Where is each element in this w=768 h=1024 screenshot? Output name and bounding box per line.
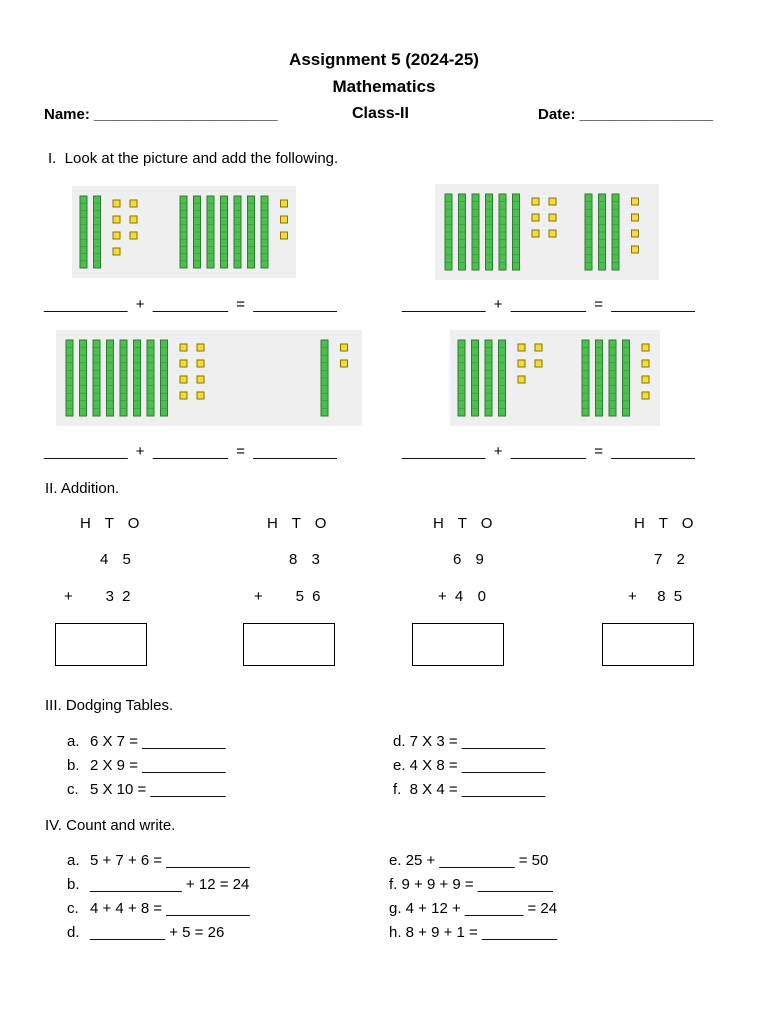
ten-rod xyxy=(248,196,255,268)
one-cube xyxy=(113,200,120,207)
count-question: g. 4 + 12 + _______ = 24 xyxy=(389,900,558,917)
answer-line-2: __________ + _________ = __________ xyxy=(402,296,695,313)
ten-rod xyxy=(134,340,141,416)
one-cube xyxy=(549,214,556,221)
section-3-heading: III. Dodging Tables. xyxy=(45,697,174,714)
one-cube xyxy=(130,216,137,223)
count-question: 5 + 7 + 6 = __________ xyxy=(90,852,250,869)
ten-rod xyxy=(147,340,154,416)
one-cube xyxy=(632,246,639,253)
ten-rod xyxy=(596,340,603,416)
ten-rod xyxy=(472,340,479,416)
one-cube xyxy=(113,248,120,255)
ten-rod xyxy=(458,340,465,416)
one-cube xyxy=(518,376,525,383)
one-cube xyxy=(341,360,348,367)
one-cube xyxy=(130,200,137,207)
ten-rod xyxy=(180,196,187,268)
ten-rod xyxy=(221,196,228,268)
one-cube xyxy=(518,344,525,351)
ten-rod xyxy=(161,340,168,416)
answer-line-4: __________ + _________ = __________ xyxy=(402,443,695,460)
section-2-heading: II. Addition. xyxy=(45,480,120,497)
addend-bottom: + 5 6 xyxy=(254,588,323,605)
ten-rod xyxy=(472,194,479,270)
ten-rod xyxy=(120,340,127,416)
one-cube xyxy=(642,344,649,351)
table-question: 5 X 10 = _________ xyxy=(90,781,226,798)
one-cube xyxy=(180,376,187,383)
name-field: Name: ______________________ xyxy=(44,106,278,123)
one-cube xyxy=(281,200,288,207)
one-cube xyxy=(113,216,120,223)
list-item-letter: d. xyxy=(67,924,80,941)
ten-rod xyxy=(80,340,87,416)
ten-rod xyxy=(207,196,214,268)
ten-rod xyxy=(94,196,101,268)
ten-rod xyxy=(194,196,201,268)
one-cube xyxy=(113,232,120,239)
table-question: 6 X 7 = __________ xyxy=(90,733,226,750)
one-cube xyxy=(535,360,542,367)
one-cube xyxy=(642,360,649,367)
list-item-letter: c. xyxy=(67,781,79,798)
ten-rod xyxy=(261,196,268,268)
base-ten-picture-1 xyxy=(72,186,296,278)
count-question: f. 9 + 9 + 9 = _________ xyxy=(389,876,553,893)
one-cube xyxy=(532,214,539,221)
table-question: d. 7 X 3 = __________ xyxy=(393,733,546,750)
ten-rod xyxy=(459,194,466,270)
one-cube xyxy=(180,360,187,367)
count-question: _________ + 5 = 26 xyxy=(90,924,225,941)
count-question: ___________ + 12 = 24 xyxy=(90,876,250,893)
base-ten-picture-2 xyxy=(435,184,659,280)
base-ten-blocks xyxy=(450,330,660,426)
ten-rod xyxy=(612,194,619,270)
ten-rod xyxy=(582,340,589,416)
one-cube xyxy=(632,214,639,221)
ten-rod xyxy=(321,340,328,416)
count-question: 4 + 4 + 8 = __________ xyxy=(90,900,250,917)
addend-top: 8 3 xyxy=(289,551,325,568)
one-cube xyxy=(632,230,639,237)
answer-line-3: __________ + _________ = __________ xyxy=(44,443,337,460)
one-cube xyxy=(632,198,639,205)
list-item-letter: b. xyxy=(67,757,80,774)
table-question: 2 X 9 = __________ xyxy=(90,757,226,774)
one-cube xyxy=(518,360,525,367)
ten-rod xyxy=(609,340,616,416)
answer-box[interactable] xyxy=(412,623,504,666)
one-cube xyxy=(180,392,187,399)
one-cube xyxy=(130,232,137,239)
list-item-letter: b. xyxy=(67,876,80,893)
ten-rod xyxy=(499,340,506,416)
place-value-header: H T O xyxy=(634,515,699,532)
one-cube xyxy=(642,392,649,399)
ten-rod xyxy=(513,194,520,270)
one-cube xyxy=(197,360,204,367)
subject-title: Mathematics xyxy=(332,77,436,96)
answer-box[interactable] xyxy=(55,623,147,666)
ten-rod xyxy=(234,196,241,268)
section-4-heading: IV. Count and write. xyxy=(45,817,176,834)
count-question: h. 8 + 9 + 1 = _________ xyxy=(389,924,558,941)
ten-rod xyxy=(93,340,100,416)
ten-rod xyxy=(80,196,87,268)
addend-top: 7 2 xyxy=(654,551,690,568)
ten-rod xyxy=(445,194,452,270)
one-cube xyxy=(532,198,539,205)
base-ten-blocks xyxy=(72,186,296,278)
place-value-header: H T O xyxy=(80,515,145,532)
ten-rod xyxy=(486,194,493,270)
base-ten-blocks xyxy=(435,184,659,280)
one-cube xyxy=(197,392,204,399)
one-cube xyxy=(642,376,649,383)
addend-bottom: + 4 0 xyxy=(438,588,488,605)
section-1-heading: I. Look at the picture and add the following. xyxy=(48,150,339,167)
assignment-title: Assignment 5 (2024-25) xyxy=(289,50,479,69)
one-cube xyxy=(532,230,539,237)
base-ten-picture-4 xyxy=(450,330,660,426)
ten-rod xyxy=(623,340,630,416)
one-cube xyxy=(281,232,288,239)
count-question: e. 25 + _________ = 50 xyxy=(389,852,549,869)
one-cube xyxy=(341,344,348,351)
one-cube xyxy=(549,198,556,205)
class-label: Class-II xyxy=(352,105,409,122)
place-value-header: H T O xyxy=(433,515,498,532)
addend-top: 6 9 xyxy=(453,551,489,568)
table-question: f. 8 X 4 = __________ xyxy=(393,781,546,798)
base-ten-blocks xyxy=(56,330,362,426)
answer-box[interactable] xyxy=(602,623,694,666)
list-item-letter: a. xyxy=(67,733,80,750)
ten-rod xyxy=(485,340,492,416)
place-value-header: H T O xyxy=(267,515,332,532)
answer-line-1: __________ + _________ = __________ xyxy=(44,296,337,313)
addend-top: 4 5 xyxy=(100,551,136,568)
list-item-letter: a. xyxy=(67,852,80,869)
one-cube xyxy=(180,344,187,351)
ten-rod xyxy=(599,194,606,270)
one-cube xyxy=(197,376,204,383)
answer-box[interactable] xyxy=(243,623,335,666)
one-cube xyxy=(197,344,204,351)
addend-bottom: + 8 5 xyxy=(628,588,685,605)
list-item-letter: c. xyxy=(67,900,79,917)
base-ten-picture-3 xyxy=(56,330,362,426)
addend-bottom: + 3 2 xyxy=(64,588,133,605)
ten-rod xyxy=(66,340,73,416)
one-cube xyxy=(281,216,288,223)
ten-rod xyxy=(107,340,114,416)
table-question: e. 4 X 8 = __________ xyxy=(393,757,546,774)
date-field: Date: ________________ xyxy=(538,106,714,123)
one-cube xyxy=(549,230,556,237)
ten-rod xyxy=(585,194,592,270)
ten-rod xyxy=(499,194,506,270)
one-cube xyxy=(535,344,542,351)
